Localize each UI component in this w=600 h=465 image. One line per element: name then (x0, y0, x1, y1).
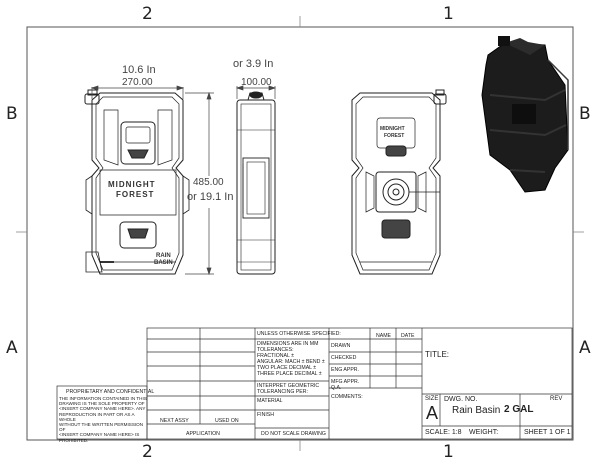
proprietary-title: PROPRIETARY AND CONFIDENTIAL (66, 389, 155, 395)
front-brand-line2: FOREST (116, 190, 155, 199)
height-in-label: or 19.1 In (187, 191, 234, 203)
tb-name-col: NAME (376, 333, 391, 339)
tb-tolerancing: TOLERANCING PER: (257, 389, 308, 395)
tb-fractional: FRACTIONAL ± (257, 353, 294, 359)
front-brand-line1: MIDNIGHT (108, 180, 156, 189)
tb-size-label: SIZE (425, 396, 439, 402)
title-block-grid (147, 328, 572, 439)
tb-sheet: SHEET 1 OF 1 (524, 429, 571, 436)
zone-label-bottom-left: 2 (142, 442, 153, 462)
tb-rev-label: REV (550, 396, 563, 402)
tb-title-label: TITLE: (425, 350, 450, 359)
proprietary-text (59, 396, 147, 443)
tb-two-place: TWO PLACE DECIMAL ± (257, 365, 317, 371)
tb-tolerances: TOLERANCES: (257, 347, 294, 353)
tb-three-place: THREE PLACE DECIMAL ± (257, 371, 322, 377)
tb-checked: CHECKED (331, 355, 357, 361)
iso-view (482, 36, 568, 192)
tb-mfg-appr: MFG APPR. (331, 379, 360, 385)
tb-date-col: DATE (401, 333, 415, 339)
proprietary-line: <INSERT COMPANY NAME HERE>. ANY (59, 406, 146, 412)
tb-drawn: DRAWN (331, 343, 351, 349)
tb-weight: WEIGHT: (469, 429, 499, 436)
tb-material: MATERIAL (257, 398, 283, 404)
tb-dwg-no-suffix: 2 GAL (504, 404, 534, 415)
zone-label-top-left: 2 (142, 4, 153, 24)
side-view (237, 92, 275, 274)
zone-label-left-upper: B (6, 104, 18, 124)
height-mm-label: 485.00 (193, 177, 224, 188)
tb-scale: SCALE: 1:8 (425, 429, 462, 436)
proprietary-line: WITHOUT THE WRITTEN PERMISSION OF (59, 422, 144, 433)
depth-mm-label: 100.00 (241, 77, 272, 88)
back-view (352, 90, 446, 274)
proprietary-line: DRAWING IS THE SOLE PROPERTY OF (59, 401, 145, 407)
proprietary-line: THE INFORMATION CONTAINED IN THIS (59, 396, 147, 401)
proprietary-line: REPRODUCTION IN PART OR AS A WHOLE (59, 411, 135, 422)
width-in-label: 10.6 In (122, 64, 156, 76)
front-model-line2: BASIN (154, 260, 173, 266)
front-model-line1: RAIN (156, 253, 171, 259)
tb-size-value: A (426, 403, 439, 423)
tb-interpret: INTERPRET GEOMETRIC (257, 383, 320, 389)
tb-next-assy: NEXT ASSY (160, 418, 189, 424)
zone-label-left-lower: A (6, 338, 18, 358)
tb-finish: FINISH (257, 412, 275, 418)
tb-used-on: USED ON (215, 418, 239, 424)
zone-label-bottom-right: 1 (443, 442, 454, 462)
zone-label-right-lower: A (579, 338, 591, 358)
tb-unless: UNLESS OTHERWISE SPECIFIED: (257, 331, 341, 337)
tb-application: APPLICATION (186, 431, 220, 437)
proprietary-line: <INSERT COMPANY NAME HERE> IS (59, 432, 140, 438)
depth-in-label: or 3.9 In (233, 58, 274, 70)
proprietary-line: PROHIBITED. (59, 437, 89, 443)
tb-comments: COMMENTS: (331, 394, 363, 400)
zone-label-right-upper: B (579, 104, 591, 124)
width-mm-label: 270.00 (122, 77, 153, 88)
tb-dwg-no-label: DWG. NO. (444, 396, 478, 403)
zone-label-top-right: 1 (443, 4, 454, 24)
back-brand-line2: FOREST (384, 133, 405, 139)
tb-dwg-no-value: Rain Basin (452, 405, 501, 416)
back-brand-line1: MIDNIGHT (380, 126, 405, 132)
tb-eng-appr: ENG APPR. (331, 367, 359, 373)
tb-dims-mm: DIMENSIONS ARE IN MM (257, 341, 319, 347)
tb-angular: ANGULAR: MACH ± BEND ± (257, 359, 325, 365)
tb-qa: Q.A. (331, 385, 342, 391)
tb-do-not-scale: DO NOT SCALE DRAWING (261, 431, 326, 437)
